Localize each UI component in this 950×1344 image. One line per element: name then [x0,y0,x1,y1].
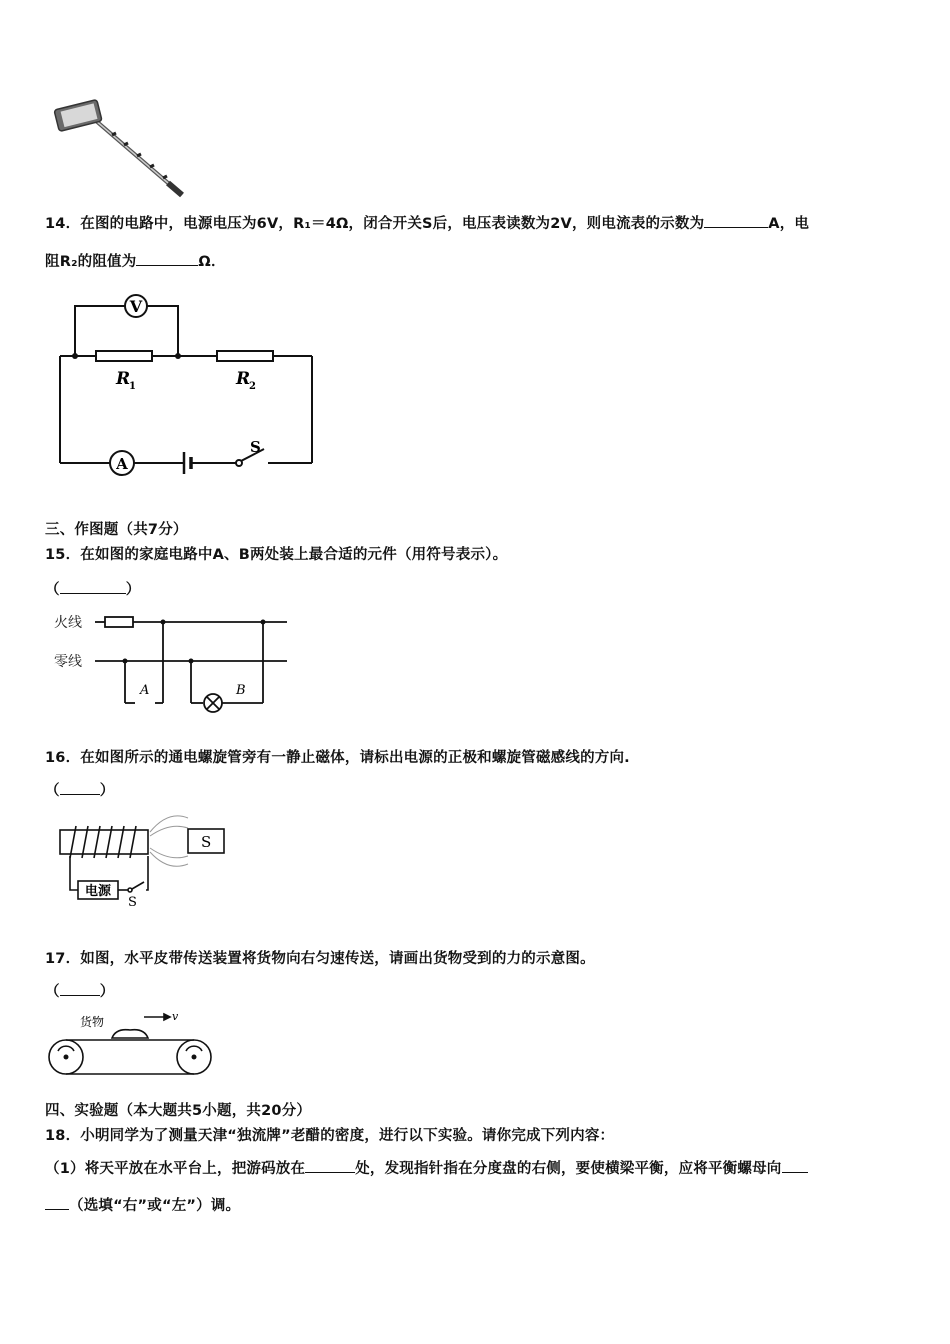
selfie-stick-image [50,95,200,205]
section-4-title: 四、实验题（本大题共5小题，共20分） [45,1103,312,1119]
q17-text: 17．如图，水平皮带传送装置将货物向右匀速传送，请画出货物受到的力的示意图。 [45,951,595,967]
q14-circuit-diagram [50,286,320,476]
q14-line2 [45,250,226,271]
q16-text: 16．在如图所示的通电螺旋管旁有一静止磁体，请标出电源的正极和螺旋管磁感线的方向. [45,750,630,766]
switch-label: S [250,438,261,456]
q16-answer-blank[interactable] [60,780,100,795]
ammeter-label: A [116,455,128,473]
q18-part1-text-end: （选填“右”或“左”）调。 [69,1198,241,1214]
q14-text: 14．在图的电路中，电源电压为6V，R₁＝4Ω，闭合开关S后，电压表读数为2V，则电流表的示数为 [45,216,705,232]
neutral-wire-label: 零线 [54,654,82,670]
q15-text: 15．在如图的家庭电路中A、B两处装上最合适的元件（用符号表示）。 [45,547,508,563]
q15-paren-open: （ [45,582,60,598]
q17-answer [45,980,114,1001]
q17-paren-close: ） [99,984,115,1000]
q15-paren-close: ） [125,582,141,598]
position-a-label: A [140,683,150,698]
r1-subscript: 1 [129,381,136,392]
q14-text-end: A，电 [768,216,810,232]
q14-text2: 阻R₂的阻值为 [45,254,137,270]
q15-household-circuit [50,606,300,716]
voltmeter-label: V [129,297,143,316]
q18-part1-text: （1）将天平放在水平台上，把游码放在 [45,1161,306,1177]
q18-part1-text-mid: 处，发现指针指在分度盘的右侧，要使横梁平衡，应将平衡螺母向 [355,1161,782,1177]
q14-text2-end: Ω． [198,254,226,270]
section-3-title: 三、作图题（共7分） [45,522,188,538]
position-b-label: B [236,683,246,698]
cargo-label: 货物 [80,1015,105,1029]
magnet-pole-label: S [201,833,212,851]
r1-label: R [116,369,131,389]
q18-direction-blank-part2[interactable] [45,1195,69,1210]
q16-paren-close: ） [99,783,115,799]
q16-switch-label: S [128,895,137,910]
q18-part1-line2 [45,1194,240,1215]
q18-text: 18．小明同学为了测量天津“独流牌”老醋的密度，进行以下实验。请你完成下列内容： [45,1128,615,1144]
r2-label: R [236,369,251,389]
q15-answer-blank[interactable] [60,579,126,594]
q16-answer [45,779,114,800]
r2-subscript: 2 [249,381,256,392]
q18-direction-blank-part1[interactable] [782,1158,808,1173]
q14-resistance-blank[interactable] [136,251,198,266]
q18-slider-position-blank[interactable] [305,1158,355,1173]
power-source-label: 电源 [84,884,112,899]
live-wire-label: 火线 [54,615,82,631]
q17-conveyor-diagram [44,1008,219,1080]
q16-paren-open: （ [45,783,60,799]
q17-answer-blank[interactable] [60,981,100,996]
q14-line1 [45,212,809,233]
q16-solenoid-diagram [50,810,230,910]
q18-part1-line1 [45,1157,808,1178]
q14-current-blank[interactable] [704,213,768,228]
q15-answer [45,578,140,599]
velocity-label: v [172,1010,179,1023]
q17-paren-open: （ [45,984,60,1000]
